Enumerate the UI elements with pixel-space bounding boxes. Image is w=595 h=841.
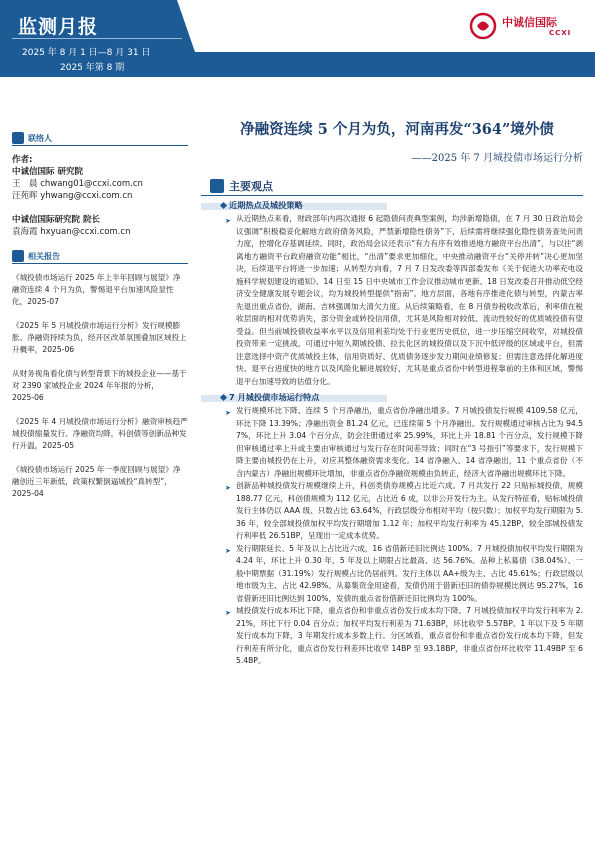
author-wang-yuanhui: 汪苑晖 yhwang@ccxi.com.cn: [12, 191, 133, 201]
key-points-label: 主要观点: [229, 180, 273, 193]
arrow-bullet-icon: ➤: [225, 484, 231, 492]
arrow-bullet-icon: ➤: [225, 217, 231, 225]
ccxi-logo: [469, 12, 581, 40]
related-report-item[interactable]: 《城投债市场运行 2025 年一季度回顾与展望》净融创近三年新低，政策权繁倒逼城投“真转型”，2025-04: [12, 465, 181, 498]
key-points-icon: [210, 179, 224, 193]
main-content: [201, 118, 583, 668]
issuance-term-paragraph: ➤ 发行期限延长、5 年及以上占比近六成，16 省借新还旧比例达 100%。7 月城投债加权平均发行期限为 4.24 年，环比上升 0.30 年，5 年及以上期限占比最高、达 56.76%。品种上私募债（38.04%）、一般中期票据（31.19%）发行规模占比仍居前列。发行主体以 AA+级为主、占比 45.61%；行政层级以地市级为主、占比 42.98%。从募集资金用途看，发债仍用于借新还旧的债券规模比例达 95.27%，16 省借新还旧比例达到 100%，发债的重点省份借新还旧比例均为 100%。: [225, 543, 583, 603]
header-divider: [12, 38, 182, 39]
arrow-bullet-icon: ➤: [225, 409, 231, 417]
dean-org: 中诚信国际研究院 院长: [12, 215, 100, 225]
sidebar: [12, 132, 188, 512]
contact-section-header: [12, 132, 188, 146]
related-reports-label: 相关报告: [28, 252, 60, 261]
contact-section-label: 联络人: [28, 134, 52, 143]
innovative-bonds-paragraph: ➤ 创新品种城投债发行规模继续上升，科创类债券规模占比近六成。7 月共发行 22 只贴标城投债，规模 188.77 亿元，科创债规模为 112 亿元，占比近 6 成，以非公开发行为主。从发行特征看，贴标城投债发行主体仍以 AAA 级、只数占比 63.64%，行政层级分布相对平均（按只数）；加权平均发行期限为 5.36 年，较全部城投债加权平均发行期增加 1.12 年；加权平均发行利率为 45.12BP，较全部城投债发行利率低 26.51BP，呈现出一定成本优势。: [225, 481, 583, 540]
issuance-cost-paragraph: ➤ 城投债发行成本环比下降，重点省份和非重点省份发行成本均下降。7 月城投债加权平均发行利率为 2.21%，环比下行 0.04 百分点；加权平均发行利差为 71.63BP，环比收窄 5.57BP。1 年以下及 5 年期发行成本均下降，3 年期发行成本多数上行。分区域看，重点省份和非重点省份发行成本均下降，但发行利差有所分化，重点省份发行利差环比收窄 14BP 至 93.18BP，非重点省份环比收窄 11.49BP 至 65.4BP。: [225, 606, 583, 665]
market-features-subheader-label: 7 月城投债市场运行特点: [229, 392, 320, 402]
key-points-header: [201, 176, 583, 196]
contact-icon: [12, 132, 24, 144]
author-wang-chen: 王 晨 chwang01@ccxi.com.cn: [12, 179, 143, 189]
arrow-bullet-icon: ➤: [225, 609, 231, 617]
report-header: [0, 0, 595, 77]
header-logo-area: [195, 0, 595, 52]
report-type-title: 监测月报: [18, 16, 99, 38]
authors-org: 中诚信国际 研究院: [12, 167, 83, 177]
related-report-item[interactable]: 《城投债市场运行 2025 年上半年回顾与展望》净融资连续 4 个月为负，警惕退平台加速风险显性化，2025-07: [12, 273, 181, 306]
related-report-item[interactable]: 从财务视角看化债与转型背景下的城投企业——基于对 2390 家城投企业 2024 年年报的分析，2025-06: [12, 369, 187, 402]
report-issue: 2025 年第 8 期: [60, 63, 125, 73]
report-title: 净融资连续 5 个月为负，河南再发“364”境外债: [240, 121, 554, 138]
hotspot-subheader-label: 近期热点及城投策略: [229, 200, 303, 210]
market-features-subheader: [201, 392, 583, 405]
ccxi-logo-icon: [469, 12, 497, 40]
related-reports-header: [12, 250, 188, 264]
related-report-item[interactable]: 《2025 年 4 月城投债市场运行分析》融资审核趋严城投债缩量发行、净融资均降，科创债等创新品种发行升温，2025-05: [12, 417, 188, 450]
issuance-scale-paragraph: ➤ 发行规模环比下降、连续 5 个月净融出，重点省份净融出增多。7 月城投债发行规模 4109.58 亿元，环比下降 13.39%；净融出资金 81.24 亿元，已连续第 5 个月净融出。发行规模通过审核占比为 94.57%，环比上升 3.04 个百分点，防会注册通过率 25.99%，环比上升 18.81 个百分点，发行规模下降但审核通过率上升或主要由审核通过与发行存在时间差导致；同时在“3 号指引”等要求下，发行规模下降主要由城投仍在上升，对应其整体融资需求变化。14 省净融入、14 省净融出，11 个重点省份（不含内蒙古）净融出规模环比增加，非重点省份净融资规模由负转正，经济大省净融出规模环比下降。: [225, 406, 583, 478]
related-reports-icon: [12, 250, 24, 262]
hotspot-subheader: [201, 200, 583, 213]
related-report-item[interactable]: 《2025 年 5 月城投债市场运行分析》发行规模膨胀、净融资持续为负，经开区改革氛围叠加区域投上升概率，2025-06: [12, 321, 187, 354]
report-date-range: 2025 年 8 月 1 日—8 月 31 日: [22, 48, 151, 58]
report-subtitle: ——2025 年 7 月城投债市场运行分析: [411, 153, 583, 164]
arrow-bullet-icon: ➤: [225, 546, 231, 555]
logo-chinese-name: 中诚信国际: [502, 16, 557, 29]
authors-label: 作者:: [12, 155, 33, 165]
dean-contact: 袁海霞 hxyuan@ccxi.com.cn: [12, 227, 131, 237]
hotspot-paragraph: ➤ 从近期热点来看，财政部年内再次通报 6 起隐债问责典型案例，均涉新增隐债，在 7 月 30 日政治局会议强调“积极稳妥化解地方政府债务风险，严禁新增隐性债务”下，后续需将继续强化隐性债务查处问责力度，控增化存基调延续。同时，政治局会议还表示“有力有序有效推进地方融资平台出清”，与以往“剥离地方融资平台政府融资功能”相比，“出清”要求更加细化，中央推动融资平台“关停并转”决心更加坚决，后续退平台将进一步加速；从转型方向看，7 月 7 日发改委等四部委发布《关于促进大功率充电设施科学规划建设的通知》、14 日至 15 日中央城市工作会议推动城市更新、18 日发改委召开推动低空经济安全健康发展专题会议，均为城投转型提供“指南”。地方层面，各地有序推进化债与转型，内蒙古率先退出重点省份，湖南、吉林强调加大清欠力度。从后续策略看，在 8 月债券税收改革后，利率债在税收层面的相对优势消失，部分资金或转投信用债，尤其是风险相对较低、流动性较好的优质城投债有望受益。但当前城投债收益率水平以及信用利差均处于行业更历史低位，进一步压缩空间收窄，对城投债投资带来一定挑战，可通过中短久期城投债、拉长化区的城投债以及下沉中低评级的区域或平台，但需注意选择中资产优质城投主体，信用资质好、优质债务逐步发力期间业绩修复；但需注意选择化解进度快、退平台进度快的地方以及风险化解进展较好，尤其是重点省份中转型进程靠前的主体和区域，警惕退平台加速导致的估值分化。: [225, 214, 583, 386]
logo-english-name: CCXI: [549, 29, 572, 37]
